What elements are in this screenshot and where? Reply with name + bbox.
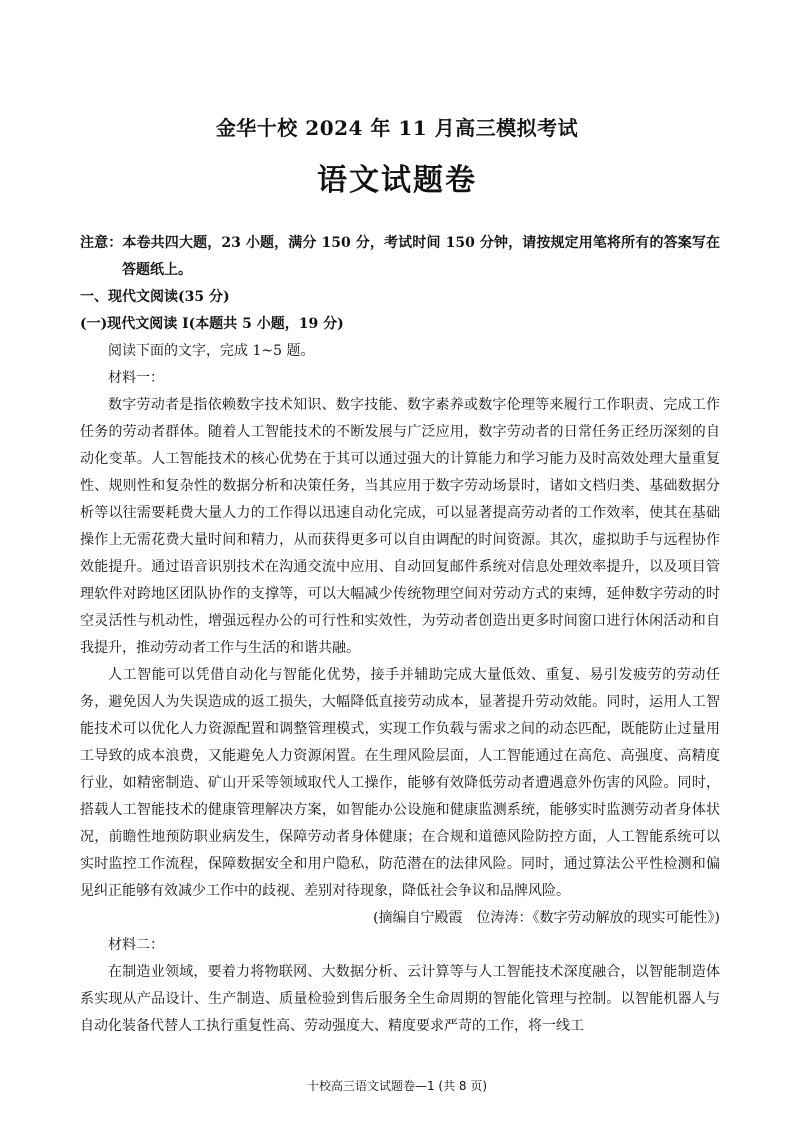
material2-label: 材料二： <box>108 937 164 953</box>
exam-title: 金华十校 2024 年 11 月高三模拟考试 <box>215 116 579 140</box>
material1-paragraph: 人工智能可以凭借自动化与智能化优势，接手并辅助完成大量低效、重复、易引发疲劳的劳动任务，避免因人为失误造成的返工损失，大幅降低直接劳动成本，显著提升劳动效能。同时，运用人工智能技术可以优化人力资源配置和调整管理模式，实现工作负载与需求之间的动态匹配，既能防止过量用工导致的成本浪费，又能避免人力资源闲置。在生理风险层面，人工智能通过在高危、高强度、高精度行业，如精密制造、矿山开采等领域取代人工操作，能够有效降低劳动者遭遇意外伤害的风险。同时，搭载人工智能技术的健康管理解决方案，如智能办公设施和健康监测系统，能够实时监测劳动者身体状况，前瞻性地预防职业病发生，保障劳动者身体健康；在合规和道德风险防控方面，人工智能系统可以实时监控工作流程，保障数据安全和用户隐私，防范潜在的法律风险。同时，通过算法公平性检测和偏见纠正能够有效减少工作中的歧视、差别对待现象，降低社会争议和品牌风险。 <box>80 667 720 899</box>
notice-text: 注意：本卷共四大题，23 小题，满分 150 分，考试时间 150 分钟，请按规定用笔将所有的答案写在答题纸上。 <box>80 235 720 278</box>
reading-instruction: 阅读下面的文字，完成 1~5 题。 <box>108 343 315 359</box>
exam-body <box>80 230 720 1040</box>
material2-paragraph: 在制造业领域，要着力将物联网、大数据分析、云计算等与人工智能技术深度融合，以智能制造体系实现从产品设计、生产制造、质量检验到售后服务全生命周期的智能化管理与控制。以智能机器人与自动化装备代替人工执行重复性高、劳动强度大、精度要求严苛的工作，将一线工 <box>80 964 720 1034</box>
exam-subtitle: 语文试题卷 <box>317 163 477 198</box>
section-heading: 一、现代文阅读(35 分) <box>80 289 230 305</box>
page-footer: 十校高三语文试题卷—1 (共 8 页) <box>306 1079 488 1093</box>
material1-label: 材料一： <box>108 370 164 386</box>
subsection-heading: (一)现代文阅读 Ⅰ(本题共 5 小题，19 分) <box>80 316 344 332</box>
material1-paragraph: 数字劳动者是指依赖数字技术知识、数字技能、数字素养或数字伦理等来履行工作职责、完成工作任务的劳动者群体。随着人工智能技术的不断发展与广泛应用，数字劳动者的日常任务正经历深刻的自动化变革。人工智能技术的核心优势在于其可以通过强大的计算能力和学习能力及时高效处理大量重复性、规则性和复杂性的数据分析和决策任务，当其应用于数字劳动场景时，诸如文档归类、基础数据分析等以往需要耗费大量人力的工作得以迅速自动化完成，可以显著提高劳动者的工作效率，使其在基础操作上无需花费大量时间和精力，从而获得更多可以自由调配的时间资源。其次，虚拟助手与远程协作效能提升。通过语音识别技术在沟通交流中应用、自动回复邮件系统对信息处理效率提升，以及项目管理软件对跨地区团队协作的支撑等，可以大幅减少传统物理空间对劳动方式的束缚，延伸数字劳动的时空灵活性与机动性，增强远程办公的可行性和实效性，为劳动者创造出更多时间窗口进行休闲活动和自我提升，推动劳动者工作与生活的和谐共融。 <box>80 397 720 656</box>
material1-source: (摘编自宁殿霞 位涛涛：《数字劳动解放的现实可能性》) <box>373 910 720 926</box>
